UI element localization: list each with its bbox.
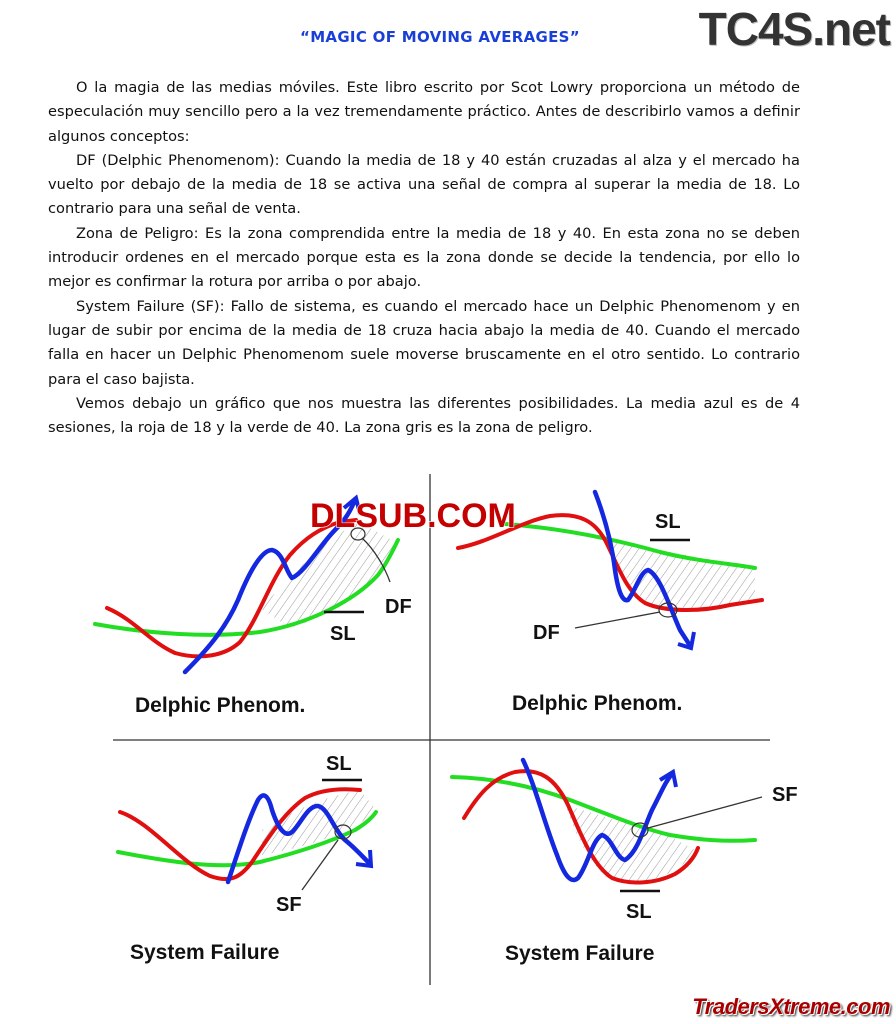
sl-label: SL — [330, 623, 356, 645]
paragraph-chart-intro: Vemos debajo un gráfico que nos muestra las diferentes posibilidades. La media azul es de 4 sesiones, la roja de 18 y la verde de 40. La zona gris es la zona de peligro. — [48, 394, 800, 437]
paragraph-intro: O la magia de las medias móviles. Este libro escrito por Scot Lowry proporciona un método de especulación muy sencillo pero a la vez tremendamente práctico. Antes de describirlo vamos a definir algunos conceptos: — [48, 79, 800, 145]
sl-label: SL — [655, 511, 681, 533]
panel-label-delphic-bearish: Delphic Phenom. — [512, 692, 683, 715]
site-logo: TC4S.net — [698, 3, 890, 55]
panel-label-system-failure-bullish: System Failure — [130, 941, 280, 964]
paragraph-system-failure: System Failure (SF): Fallo de sistema, es cuando el mercado hace un Delphic Phenomenom y en lugar de subir por encima de la media de 18 cruza hacia abajo la media de 40. Cuando el mercado falla en hacer un Delphic Phenomenom suele moverse bruscamente en el otro sentido. Lo contrario para el caso bajista. — [48, 297, 800, 388]
footer-logo: TradersXtreme.com — [692, 994, 890, 1019]
moving-averages-diagram — [0, 460, 896, 1000]
sf-pointer — [648, 797, 762, 828]
panel-system-failure-bullish — [118, 753, 378, 964]
paragraph-df: DF (Delphic Phenomenom): Cuando la media de 18 y 40 están cruzadas al alza y el mercado ha vuelto por debajo de la media de 18 se activa una señal de compra al superar la media de 18. Lo contrario para una señal de venta. — [48, 151, 800, 218]
sl-label: SL — [626, 901, 652, 923]
df-pointer — [575, 612, 660, 628]
page-title: “MAGIC OF MOVING AVERAGES” — [300, 28, 580, 46]
sf-label: SF — [276, 894, 302, 916]
sl-label: SL — [326, 753, 352, 775]
watermark-text: DLSUB.COM — [310, 497, 516, 535]
body-text — [48, 76, 800, 440]
panel-system-failure-bearish — [452, 760, 798, 965]
panel-label-system-failure-bearish: System Failure — [505, 942, 655, 965]
df-label: DF — [533, 622, 560, 644]
panel-label-delphic-bullish: Delphic Phenom. — [135, 694, 306, 717]
df-label: DF — [385, 596, 412, 618]
sf-label: SF — [772, 784, 798, 806]
paragraph-danger-zone: Zona de Peligro: Es la zona comprendida entre la media de 18 y 40. En esta zona no se deben introducir ordenes en el mercado porque esta es la zona donde se decide la tendencia, por ello lo mejor es confirmar la rotura por arriba o por abajo. — [48, 224, 800, 291]
